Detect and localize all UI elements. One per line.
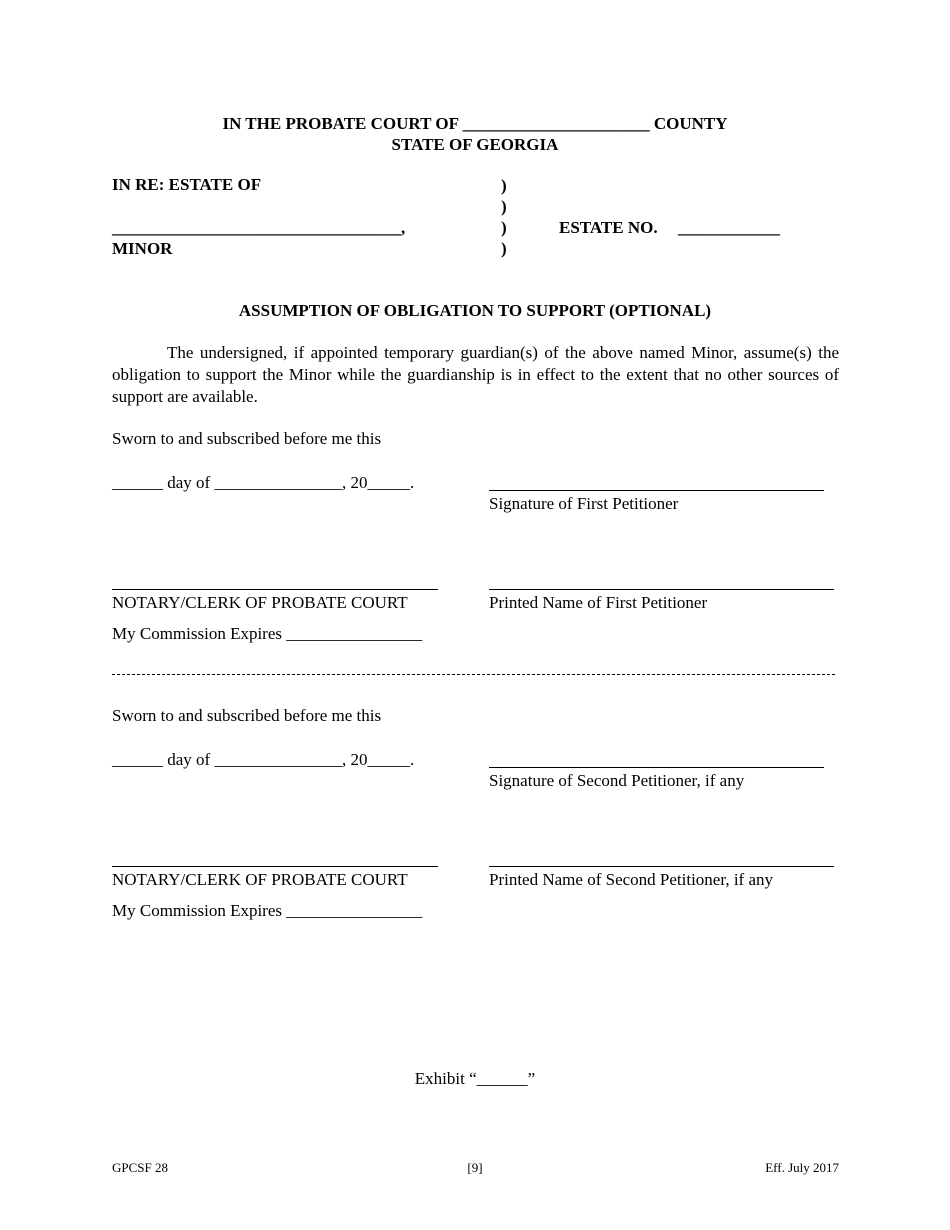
county-suffix: COUNTY	[653, 114, 728, 133]
caption-paren: )	[501, 197, 507, 216]
printed-name-label-2: Printed Name of Second Petitioner, if any	[489, 870, 774, 889]
footer-effective-date: Eff. July 2017	[765, 1160, 839, 1175]
document-title: ASSUMPTION OF OBLIGATION TO SUPPORT (OPTIONAL)	[238, 301, 712, 320]
footer-form-id: GPCSF 28	[112, 1160, 168, 1175]
sworn-statement-2: Sworn to and subscribed before me this	[112, 706, 382, 725]
date-line-2[interactable]: ______ day of _______________, 20_____.	[112, 750, 415, 769]
obligation-paragraph: The undersigned, if appointed temporary guardian(s) of the above named Minor, assume(s) the obligation to support the Minor while the guardianship is in effect to the extent that no other sources of support are available.	[112, 343, 839, 406]
notary-signature-line-1[interactable]	[112, 589, 438, 590]
caption-paren: )	[501, 239, 507, 258]
printed-name-line-1[interactable]	[489, 589, 834, 590]
commission-expires-1[interactable]: My Commission Expires ________________	[112, 624, 423, 643]
printed-name-label-1: Printed Name of First Petitioner	[489, 593, 708, 612]
date-line-1[interactable]: ______ day of _______________, 20_____.	[112, 473, 415, 492]
minor-label: MINOR	[112, 239, 173, 258]
exhibit-label[interactable]: Exhibit “______”	[414, 1069, 536, 1088]
court-header-line	[0, 113, 950, 134]
sworn-statement-1: Sworn to and subscribed before me this	[112, 429, 382, 448]
notary-label-1: NOTARY/CLERK OF PROBATE COURT	[112, 593, 408, 612]
signature-line-2[interactable]	[489, 767, 824, 768]
commission-expires-2[interactable]: My Commission Expires ________________	[112, 901, 423, 920]
signature-label-1: Signature of First Petitioner	[489, 494, 679, 513]
estate-no-blank[interactable]: ____________	[678, 218, 780, 237]
estate-no-label: ESTATE NO.	[559, 218, 658, 237]
footer-page-number: [9]	[467, 1160, 483, 1175]
estate-name-blank[interactable]: __________________________________,	[112, 218, 406, 237]
signature-label-2: Signature of Second Petitioner, if any	[489, 771, 745, 790]
court-prefix: IN THE PROBATE COURT OF	[222, 114, 459, 133]
caption-paren: )	[501, 218, 507, 237]
signature-line-1[interactable]	[489, 490, 824, 491]
caption-paren: )	[501, 176, 507, 195]
section-divider	[112, 674, 835, 675]
notary-label-2: NOTARY/CLERK OF PROBATE COURT	[112, 870, 408, 889]
state-heading: STATE OF GEORGIA	[391, 135, 559, 154]
printed-name-line-2[interactable]	[489, 866, 834, 867]
notary-signature-line-2[interactable]	[112, 866, 438, 867]
in-re-label: IN RE: ESTATE OF	[112, 175, 262, 194]
county-blank[interactable]: ______________________	[462, 114, 650, 133]
